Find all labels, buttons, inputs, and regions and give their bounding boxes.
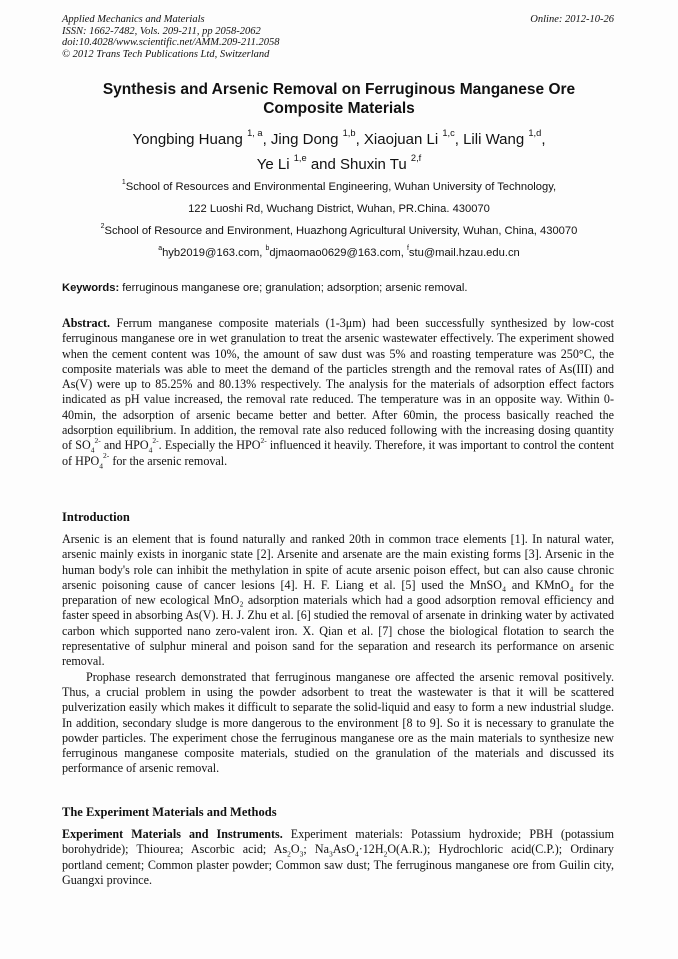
email-f: stu@mail.hzau.edu.cn xyxy=(408,247,520,259)
email-line xyxy=(62,242,616,264)
email-a: hyb2019@163.com, xyxy=(162,247,266,259)
author-affil-mark: 1, a xyxy=(247,128,263,139)
copyright: © 2012 Trans Tech Publications Ltd, Switzerland xyxy=(62,48,270,60)
subscript: 3 xyxy=(299,849,304,859)
subscript: 2 xyxy=(383,849,388,859)
author-name: Yongbing Huang xyxy=(132,131,243,148)
author-affil-mark: 1,b xyxy=(342,128,356,139)
subscript: 4 xyxy=(90,445,95,455)
doi: doi:10.4028/www.scientific.net/AMM.209-211.2058 xyxy=(62,37,280,48)
author-affil-mark: 1,d xyxy=(528,128,542,139)
abstract-label: Abstract. xyxy=(62,316,111,330)
superscript: 2- xyxy=(94,435,101,445)
superscript: 2- xyxy=(152,435,159,445)
email-mark: a xyxy=(158,244,163,252)
methods-text: ; Na xyxy=(303,842,330,857)
journal-name: Applied Mechanics and Materials xyxy=(62,14,205,25)
abstract xyxy=(62,316,614,469)
abstract-text: Ferrum manganese composite materials (1-3μm) had been successfully synthesized by low-cost ferruginous manganese ore in wet granulation to treat the arsenic wastewater effectively. The experiment showed when the cement content was 10%, the amount of saw dust was 5% and roasting temperature was 250°C, the composite materials was able to meet the demand of the particles strength and the removal rates of As(III) and As(V) were up to 85.25% and 80.13% respectively. The analysis for the materials of adsorption effect factors indicated as pH value increased, the removal rate reduced. The temperature was in an opposite way. Within 0-40min, the adsorption of arsenic became better and better. After 60min, the process basically reached the adsorption equilibrium. In addition, the removal rate also reduced following with the increasing dosing quantity of SO xyxy=(62,316,614,453)
affil-text: 122 Luoshi Rd, Wuchang District, Wuhan, PR.China. 430070 xyxy=(188,203,490,215)
intro-paragraph-2: Prophase research demonstrated that ferruginous manganese ore affected the arsenic removal positively. Thus, a crucial problem in using the powder adsorbent to treat the wastewater is that it will be scattered pulverization easily which makes it difficult to separate the solid-liquid and easy to form a new industrial sludge. In addition, secondary sludge is more dangerous to the environment [8 to 9]. So it is necessary to granulate the powder particles. The experiment chose the ferruginous manganese ore as the main materials to synthesize new ferruginous manganese composite materials, studied on the granulation of the materials and discussed its performance of arsenic removal. xyxy=(62,669,614,776)
abstract-text: . Especially the HPO xyxy=(158,438,261,453)
author-name: Lili Wang xyxy=(463,131,525,148)
superscript: 2- xyxy=(103,451,110,461)
affil-text: School of Resources and Environmental Engineering, Wuhan University of Technology, xyxy=(125,181,557,193)
author-name: Xiaojuan Li xyxy=(363,131,439,148)
keywords-label: Keywords: xyxy=(62,282,120,294)
author-name: Shuxin Tu xyxy=(340,156,407,173)
email-mark: b xyxy=(265,244,270,252)
affiliation-2 xyxy=(62,220,616,264)
author-and: and xyxy=(310,156,336,173)
methods-text: Experiment materials: Potassium hydroxide; PBH (potassium borohydride); Thiourea; Ascorbic acid; As xyxy=(62,827,614,857)
intro-paragraph-1: Arsenic is an element that is found naturally and ranked 20th in common trace elements [1]. In natural water, arsenic mainly exists in inorganic state [2]. Arsenite and arsenate are the main existing forms [3]. Arsenic in the human body's role can inhibit the methylation in spite of acute arsenic poison effect, but can also cause chronic arsenic poisoning cause of cancer lesions [4]. H. F. Liang et al. [5] used the MnSO₄ and KMnO₄ for the preparation of new ecological MnO₂ adsorption materials which had a good adsorption removal efficiency and faster speed in absorbing As(V). H. J. Zhu et al. [6] studied the removal of arsenate in drinking water by activated carbon which supported nano zero-valent iron. X. Qian et al. [7] chose the biological flotation to search the representative of sulphur mineral and poison sand for the separation and research its performance on arsenic removal. xyxy=(62,532,614,669)
author-list xyxy=(62,127,616,177)
author-affil-mark: 1,c xyxy=(442,128,455,139)
superscript: 2- xyxy=(260,435,267,445)
email-mark: f xyxy=(406,244,409,252)
keywords xyxy=(62,281,616,295)
paper-title xyxy=(62,80,616,118)
author-affil-mark: 1,e xyxy=(293,153,307,164)
title-line-1: Synthesis and Arsenic Removal on Ferruginous Manganese Ore xyxy=(102,81,576,98)
methods-text: AsO xyxy=(332,842,355,857)
subscript: 4 xyxy=(354,849,359,859)
author-line-1: Yongbing Huang $^{1, a}$, Jing Dong $^{1,b}$, Xiaojuan Li $^{1,c}$, Lili Wang $^{1,d}$, xyxy=(132,128,546,148)
title-line-2: Composite Materials xyxy=(263,100,415,117)
journal-meta xyxy=(62,14,279,60)
methods-text: O xyxy=(290,842,300,857)
subscript: 2 xyxy=(287,849,291,859)
affil-text: School of Resource and Environment, Huazhong Agricultural University, Wuhan, China, 430070 xyxy=(104,225,578,237)
section-heading-methods: The Experiment Materials and Methods xyxy=(62,805,277,819)
author-name: Ye Li xyxy=(256,156,290,173)
affiliation-1 xyxy=(62,176,616,220)
methods-text: O(A.R.); Hydrochloric acid(C.P.); Ordinary portland cement; Common plaster powder; Common saw dust; The ferruginous manganese ore from Guilin city, Guangxi province. xyxy=(62,842,614,887)
author-line-2 xyxy=(62,152,616,177)
online-date: Online: 2012-10-26 xyxy=(530,14,614,25)
subscript: 3 xyxy=(329,849,333,859)
methods-body xyxy=(62,827,614,888)
author-affil-mark: 2,f xyxy=(410,153,422,164)
introduction-body xyxy=(62,532,614,777)
affil-number: 2 xyxy=(100,222,105,230)
subscript: 4 xyxy=(148,445,153,455)
abstract-text: for the arsenic removal. xyxy=(109,453,228,468)
email-b: djmaomao0629@163.com, xyxy=(269,247,407,259)
affil-number: 1 xyxy=(121,178,126,186)
subscript: 4 xyxy=(99,461,104,471)
keywords-text: ferruginous manganese ore; granulation; adsorption; arsenic removal. xyxy=(119,282,468,294)
issn: ISSN: 1662-7482, Vols. 209-211, pp 2058-2062 xyxy=(62,25,261,37)
methods-text: ·12H xyxy=(358,842,384,857)
section-heading-introduction: Introduction xyxy=(62,510,130,524)
author-name: Jing Dong xyxy=(270,131,339,148)
abstract-text: and HPO xyxy=(100,438,149,453)
abstract-text: influenced it heavily. Therefore, it was important to control the content of HPO xyxy=(62,438,615,468)
subsection-label: Experiment Materials and Instruments. xyxy=(62,827,283,841)
